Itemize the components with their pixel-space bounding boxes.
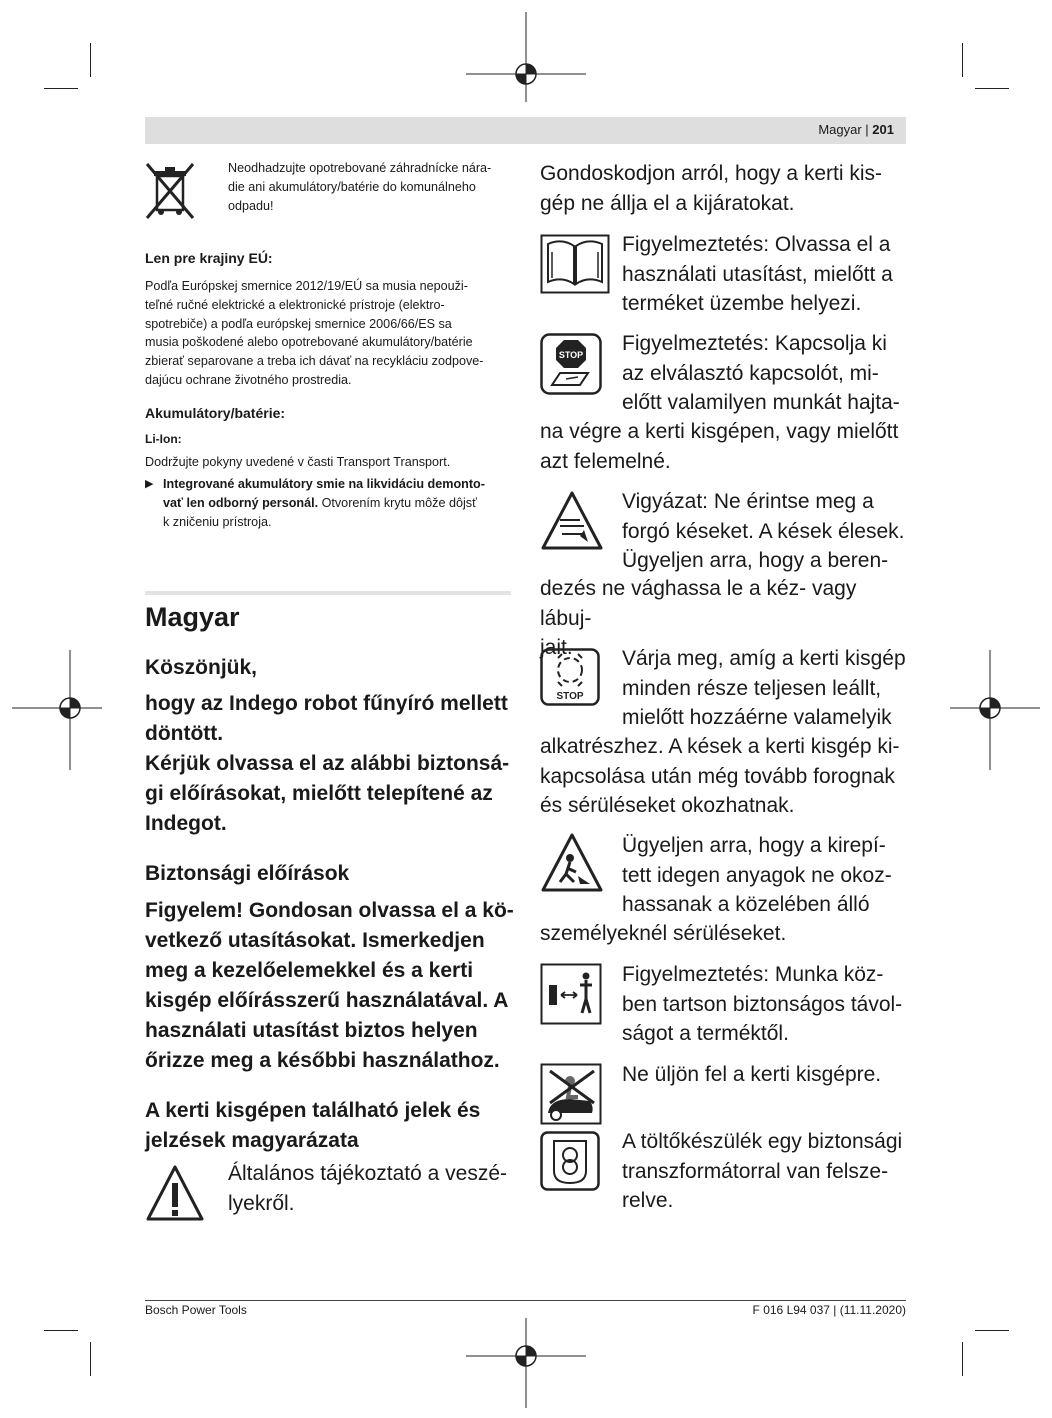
safe-distance-icon: [540, 963, 602, 1025]
general-warning-icon: [145, 1163, 205, 1223]
battery-heading: Akumulátory/batérie:: [145, 405, 286, 421]
crop-mark: [90, 43, 91, 77]
eu-heading: Len pre krajiny EÚ:: [145, 250, 273, 266]
bullet-arrow-icon: ▶: [145, 478, 154, 490]
bullet-item: Integrované akumulátory smie na likvidáciu demonto- vať len odborný personál. Otvorením krytu môže dôjsť k zničeniu prístroja.: [163, 477, 485, 529]
thanks-line: Köszönjük,: [145, 656, 258, 679]
crop-mark: [90, 1342, 91, 1376]
blades-text-cont: dezés ne vághassa le a kéz- vagy lábuj- jait.: [540, 577, 857, 659]
symbols-heading: A kerti kisgépen található jelek és jelzések magyarázata: [145, 1099, 481, 1152]
general-warning-text: Általános tájékoztató a veszé- lyekről.: [228, 1162, 507, 1215]
liion-label: Li-Ion:: [145, 432, 182, 446]
wait-stop-text: Várja meg, amíg a kerti kisgép minden része teljesen leállt, mielőtt hozzáérne valamelyik: [622, 647, 906, 729]
section-title: Magyar: [145, 602, 240, 632]
footer-right: F 016 L94 037 | (11.11.2020): [752, 1303, 906, 1317]
crop-mark: [44, 1330, 78, 1331]
safety-transformer-icon: [540, 1131, 600, 1191]
registration-mark-bottom: [466, 1318, 586, 1408]
page-header: [145, 117, 906, 144]
disposal-note: Neodhadzujte opotrebované záhradnícke nára- die ani akumulátory/batérie do komunálneho odpadu!: [228, 161, 492, 213]
thrown-objects-icon: [540, 832, 604, 894]
switch-off-text-cont: na végre a kerti kisgépen, vagy mielőtt azt felemelné.: [540, 420, 899, 473]
header-language: Magyar: [818, 122, 862, 137]
crop-mark: [975, 88, 1009, 89]
thrown-objects-text: Ügyeljen arra, hogy a kirepí- tett idegen anyagok ne okoz- hassanak a közelében álló: [622, 834, 892, 916]
header-label: Magyar | 201: [818, 122, 894, 137]
crop-mark: [44, 88, 78, 89]
rotating-blade-stop-icon: [540, 648, 600, 706]
section-divider: [145, 591, 511, 595]
thanks-block: hogy az Indego robot fűnyíró mellett döntött. Kérjük olvassa el az alábbi biztonsá- gi előírásokat, mielőtt telepítené az Indegot.: [145, 692, 510, 835]
safety-heading: Biztonsági előírások: [145, 862, 350, 885]
registration-mark-right: [950, 650, 1040, 770]
thrown-objects-text-cont: személyeknél sérüléseket.: [540, 922, 787, 945]
wait-stop-text-cont: alkatrészhez. A kések a kerti kisgép ki- kapcsolása után még tovább forognak és sérüléseket okozhatnak.: [540, 735, 900, 817]
stop-label: STOP: [556, 691, 584, 702]
registration-mark-left: [12, 650, 102, 770]
crop-mark: [975, 1330, 1009, 1331]
crossed-bin-icon: [145, 162, 197, 220]
footer-left: Bosch Power Tools: [145, 1303, 247, 1317]
crop-mark: [962, 43, 963, 77]
switch-off-text: Figyelmeztetés: Kapcsolja ki az elválasztó kapcsolót, mi- előtt valamilyen munkát hajta-: [622, 332, 900, 414]
eu-text: Podľa Európskej smernice 2012/19/EÚ sa musia nepouži- teľné ručné elektrické a elektronické prístroje (elektro- spotrebiče) a podľa európskej smernice 2006/66/ES sa musia poškodené alebo opotrebované akumulátory/batérie zbierať separovane a treba ich dávať na recykláciu zodpove- dajúcu ochrane životného prostredia.: [145, 279, 484, 387]
transport-text: Dodržujte pokyny uvedené v časti Transport Transport.: [145, 455, 451, 469]
page-number: 201: [872, 122, 894, 137]
stop-switch-icon: [540, 333, 602, 395]
safety-block: Figyelem! Gondosan olvassa el a kö- vetkező utasításokat. Ismerkedjen meg a kezelőelemekkel és a kerti kisgép előírásszerű használatával. A használati utasítást biztos helyen őrizze meg a későbbi használathoz.: [145, 899, 514, 1072]
read-manual-icon: [540, 234, 610, 294]
blade-warning-icon: [540, 490, 604, 552]
registration-mark-top: [466, 12, 586, 102]
read-manual-text: Figyelmeztetés: Olvassa el a használati utasítást, mielőtt a terméket üzembe helyezi.: [622, 233, 893, 315]
footer-divider: [145, 1300, 906, 1301]
safe-distance-text: Figyelmeztetés: Munka köz- ben tartson biztonságos távol- ságot a terméktől.: [622, 963, 903, 1045]
no-riding-text: Ne üljön fel a kerti kisgépre.: [622, 1063, 882, 1086]
no-riding-icon: [540, 1063, 602, 1125]
stop-sign-label: STOP: [558, 350, 584, 360]
crop-mark: [962, 1342, 963, 1376]
blades-text: Vigyázat: Ne érintse meg a forgó késeket. A kések élesek. Ügyeljen arra, hogy a beren-: [622, 490, 905, 572]
intro-text: Gondoskodjon arról, hogy a kerti kis- gép ne állja el a kijáratokat.: [540, 162, 882, 215]
charger-text: A töltőkészülék egy biztonsági transzformátorral van felsze- relve.: [622, 1130, 903, 1212]
